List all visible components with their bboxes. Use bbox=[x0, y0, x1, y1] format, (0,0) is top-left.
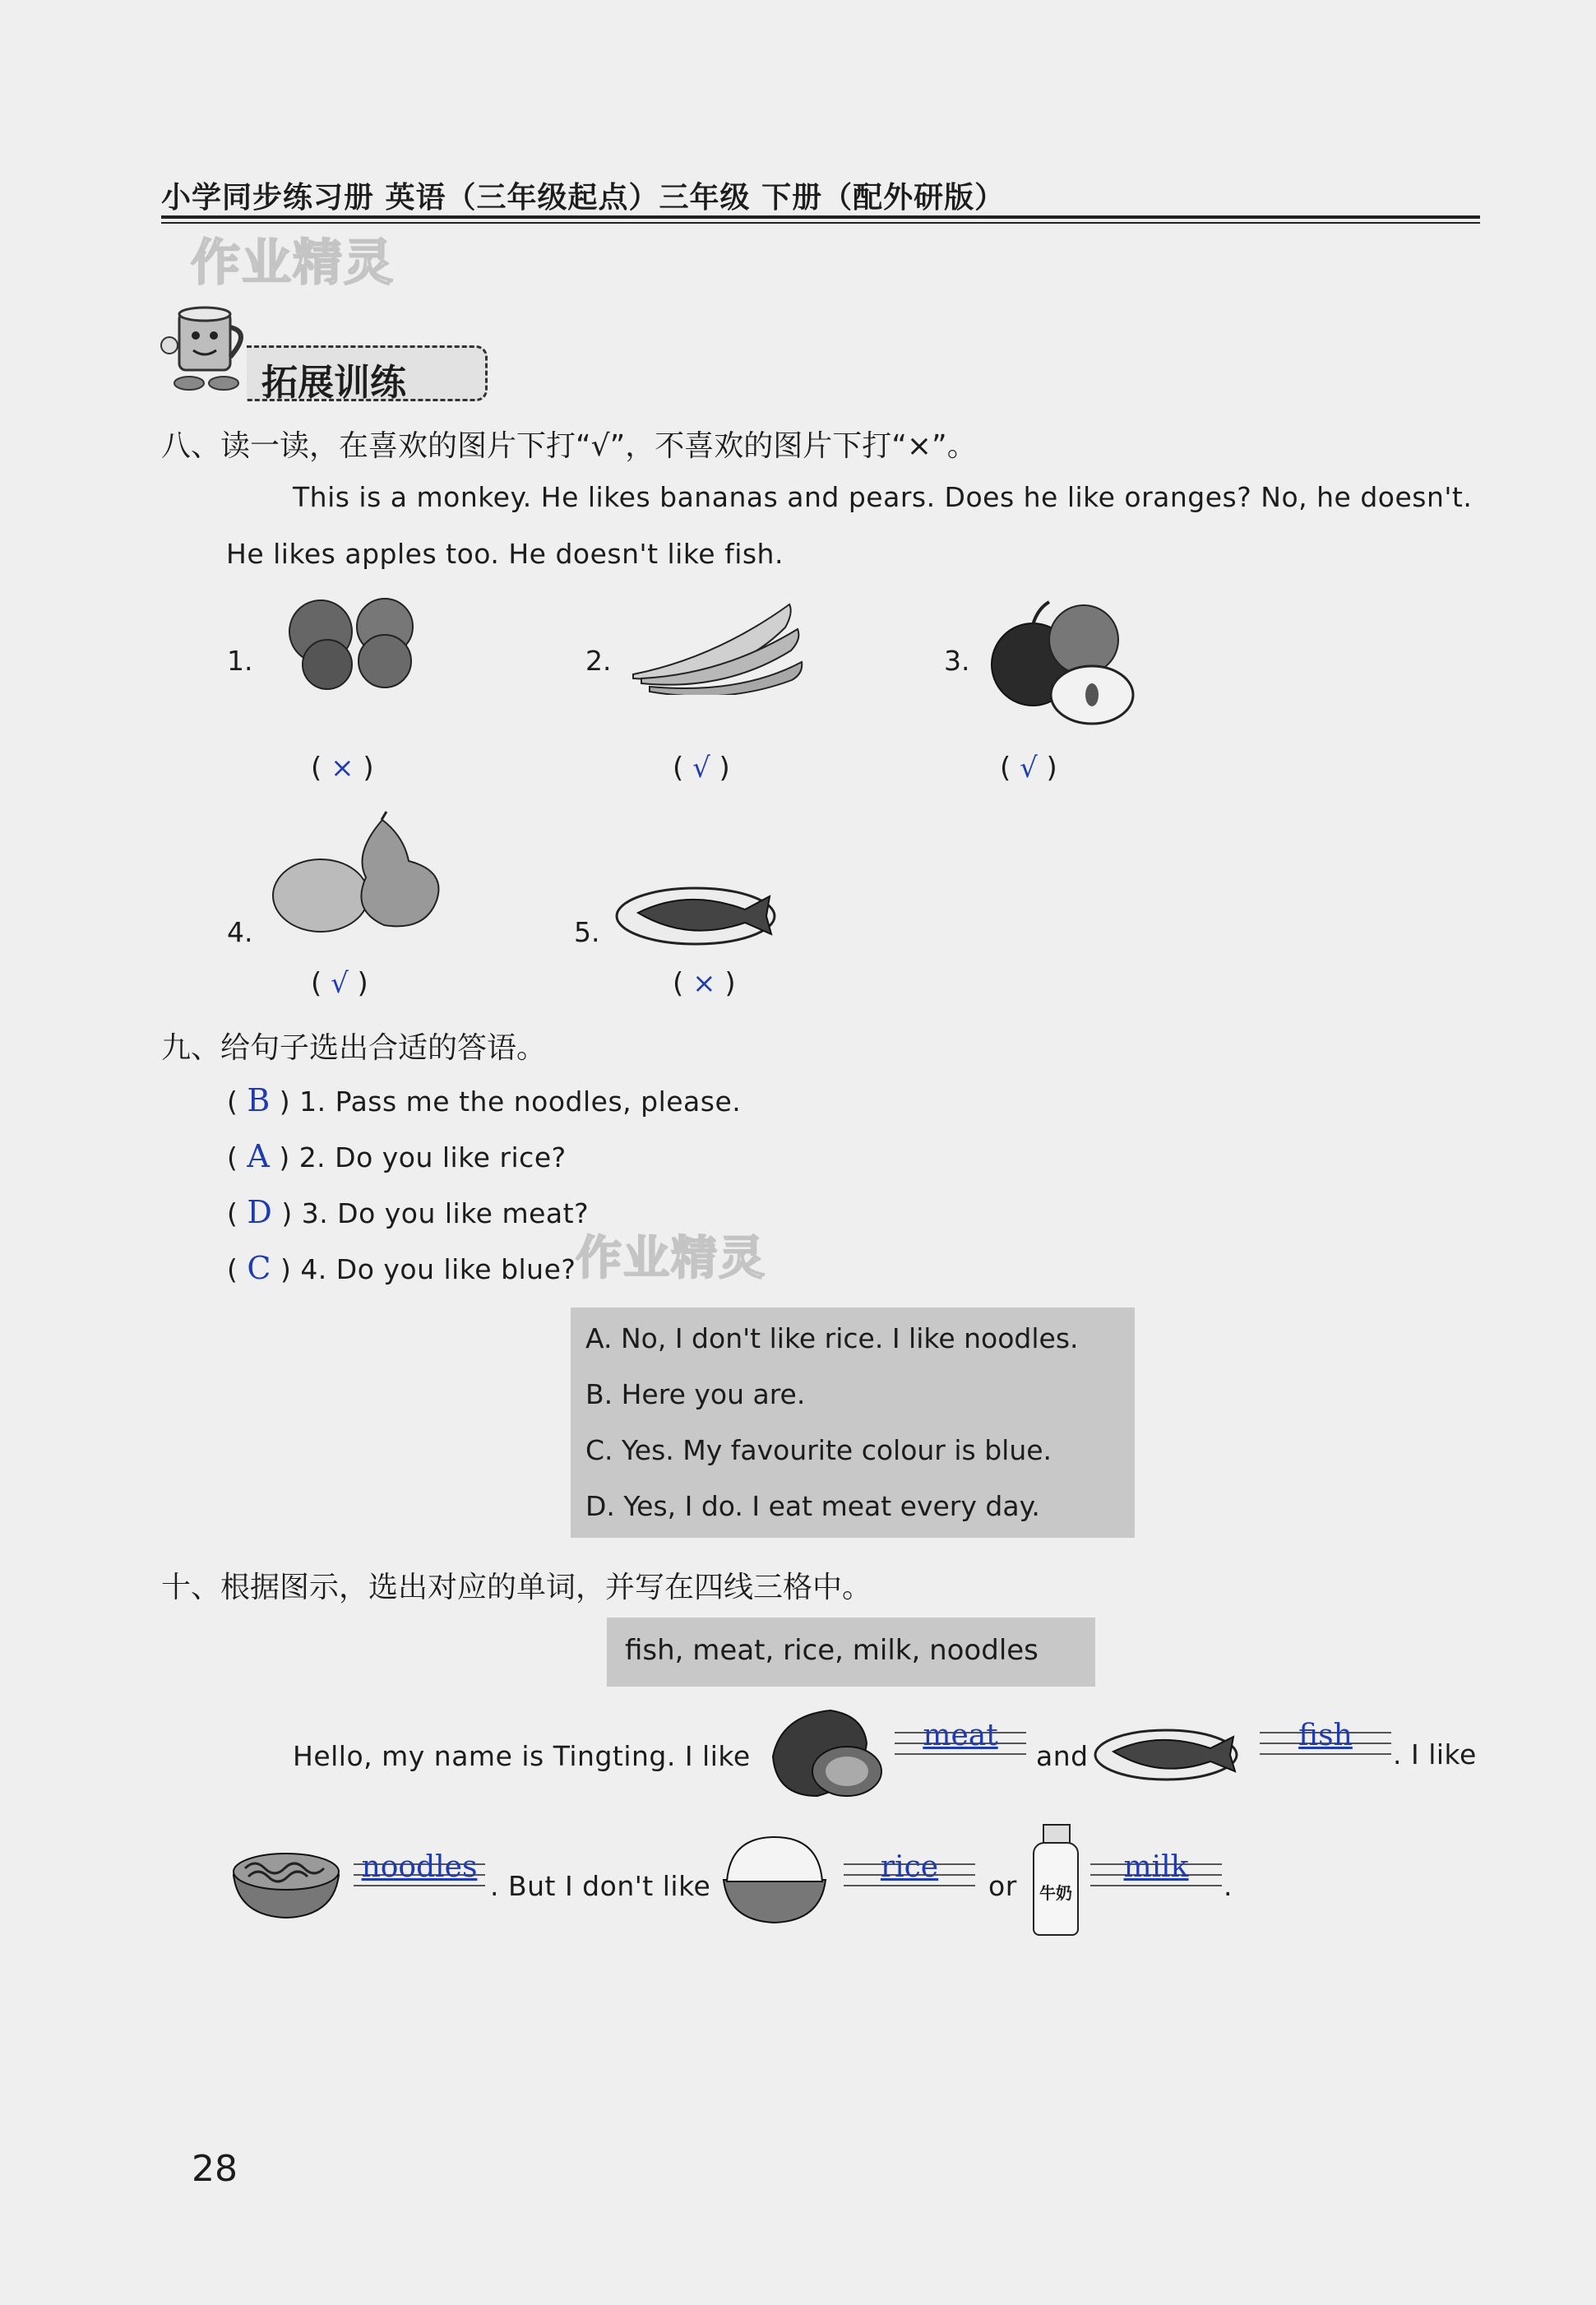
option-c: C. Yes. My favourite colour is blue. bbox=[585, 1434, 1052, 1466]
word-list: fish, meat, rice, milk, noodles bbox=[625, 1634, 1039, 1667]
oranges-picture bbox=[278, 592, 434, 691]
blank-noodles[interactable] bbox=[354, 1850, 485, 1884]
q8-answer-2: ( √ ) bbox=[673, 752, 730, 785]
q10-heading: 十、根据图示，选出对应的单词，并写在四线三格中。 bbox=[161, 1571, 872, 1604]
watermark: 作业精灵 bbox=[191, 234, 395, 292]
blank-meat[interactable] bbox=[895, 1719, 1026, 1752]
q8-item-number: 4. bbox=[227, 916, 253, 948]
question-text: 4. Do you like blue? bbox=[300, 1253, 576, 1285]
answer-word: milk bbox=[1123, 1850, 1189, 1884]
sentence-end: . bbox=[1224, 1870, 1233, 1902]
section-title: 拓展训练 bbox=[261, 362, 406, 404]
q8-heading: 八、读一读，在喜欢的图片下打“√”，不喜欢的图片下打“×”。 bbox=[161, 429, 977, 463]
watermark: 作业精灵 bbox=[576, 1232, 766, 1285]
pears-picture bbox=[271, 810, 452, 933]
blank-fish[interactable] bbox=[1260, 1719, 1391, 1752]
q9-item-1: ( B ) 1. Pass me the noodles, please. bbox=[227, 1082, 742, 1118]
page-number: 28 bbox=[192, 2148, 238, 2190]
word-and: and bbox=[1036, 1740, 1089, 1772]
answer-word: noodles bbox=[361, 1850, 478, 1884]
answer-letter: A bbox=[247, 1138, 271, 1174]
bananas-picture bbox=[625, 596, 810, 695]
q9-item-2: ( A ) 2. Do you like rice? bbox=[227, 1138, 567, 1174]
milk-label: 牛奶 bbox=[1039, 1883, 1072, 1903]
answer-word: rice bbox=[880, 1850, 939, 1884]
answer-mark: × bbox=[692, 967, 716, 1000]
q9-item-3: ( D ) 3. Do you like meat? bbox=[227, 1194, 590, 1230]
q8-item-number: 2. bbox=[585, 645, 612, 677]
option-a: A. No, I don't like rice. I like noodles. bbox=[585, 1322, 1079, 1354]
answer-mark: √ bbox=[692, 752, 710, 785]
q8-answer-1: ( × ) bbox=[311, 752, 374, 785]
option-b: B. Here you are. bbox=[585, 1378, 806, 1410]
fish-dish-picture bbox=[613, 877, 794, 951]
rice-bowl-picture bbox=[717, 1832, 832, 1927]
section-banner bbox=[247, 345, 488, 404]
word-or: or bbox=[988, 1870, 1017, 1902]
text-i-like: . I like bbox=[1393, 1738, 1477, 1770]
milk-bottle-picture bbox=[1028, 1824, 1082, 1936]
answer-mark: √ bbox=[331, 967, 349, 1000]
question-text: 1. Pass me the noodles, please. bbox=[299, 1085, 742, 1118]
noodles-picture bbox=[229, 1839, 344, 1921]
apples-picture bbox=[985, 592, 1141, 728]
answer-word: meat bbox=[923, 1719, 998, 1752]
book-title: 小学同步练习册 英语（三年级起点）三年级 下册（配外研版） bbox=[161, 181, 1006, 215]
blank-milk[interactable] bbox=[1090, 1850, 1222, 1884]
q8-text-line1: This is a monkey. He likes bananas and pears. Does he like oranges? No, he doesn't. bbox=[293, 481, 1473, 513]
answer-letter: D bbox=[247, 1194, 273, 1230]
q8-text-line2: He likes apples too. He doesn't like fish. bbox=[226, 538, 784, 570]
q8-item-number: 5. bbox=[574, 916, 600, 948]
answer-letter: B bbox=[247, 1082, 271, 1118]
q8-answer-3: ( √ ) bbox=[1000, 752, 1057, 785]
answer-mark: × bbox=[331, 752, 354, 785]
meat-picture bbox=[765, 1707, 888, 1802]
q8-answer-4: ( √ ) bbox=[311, 967, 368, 1000]
q10-word-box bbox=[607, 1618, 1095, 1687]
answer-letter: C bbox=[247, 1250, 271, 1286]
q9-heading: 九、给句子选出合适的答语。 bbox=[161, 1031, 547, 1065]
q8-item-number: 1. bbox=[227, 645, 253, 677]
q8-answer-5: ( × ) bbox=[673, 967, 736, 1000]
question-text: 3. Do you like meat? bbox=[301, 1197, 590, 1229]
header-rule bbox=[161, 215, 1480, 219]
question-text: 2. Do you like rice? bbox=[298, 1141, 567, 1173]
q9-item-4: ( C ) 4. Do you like blue? bbox=[227, 1250, 576, 1286]
answer-mark: √ bbox=[1020, 752, 1038, 785]
q9-options-box bbox=[571, 1308, 1135, 1538]
answer-word: fish bbox=[1298, 1719, 1353, 1752]
blank-rice[interactable] bbox=[844, 1850, 975, 1884]
option-d: D. Yes, I do. I eat meat every day. bbox=[585, 1490, 1040, 1522]
fish-dish-picture bbox=[1094, 1719, 1250, 1784]
sentence-start: Hello, my name is Tingting. I like bbox=[293, 1740, 751, 1772]
text-but-dont-like: . But I don't like bbox=[490, 1870, 711, 1902]
q8-item-number: 3. bbox=[944, 645, 970, 677]
